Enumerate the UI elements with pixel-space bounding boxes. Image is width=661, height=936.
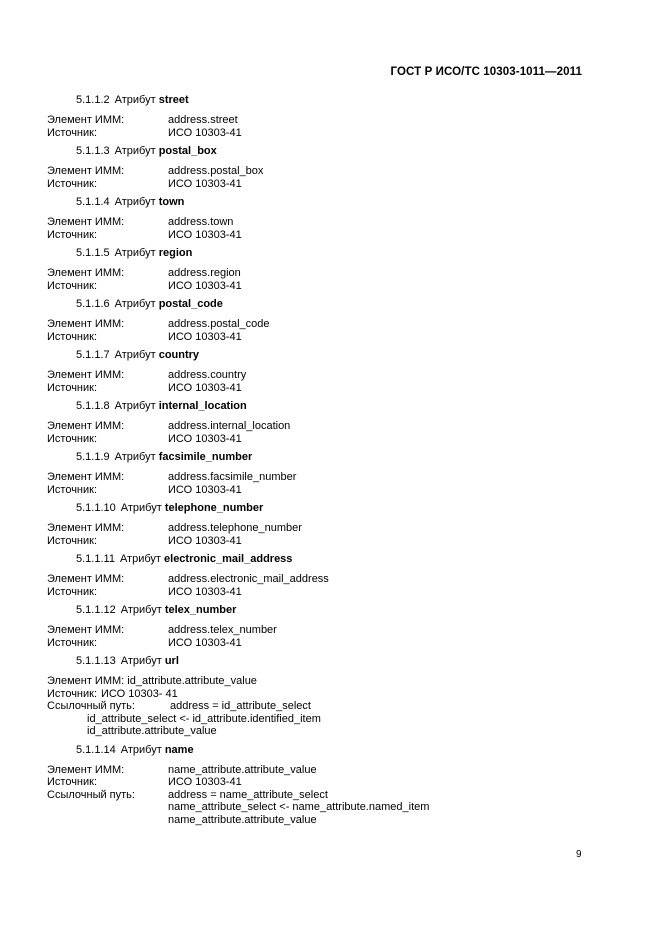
element-value: address.facsimile_number [168, 471, 297, 483]
attribute-word: Атрибут [114, 145, 156, 157]
source-value: ИСО 10303-41 [168, 381, 242, 394]
element-label: Элемент ИММ: [47, 471, 125, 483]
source-value: ИСО 10303-41 [168, 776, 242, 788]
source-label: Источник: [47, 330, 98, 343]
source-value: ИСО 10303-41 [168, 585, 242, 598]
section-title [47, 196, 607, 208]
element-value: address.postal_code [168, 318, 270, 330]
source-label: Источник: [47, 381, 98, 394]
attribute-word: Атрибут [114, 349, 156, 361]
section-title [47, 247, 607, 259]
element-label: Элемент ИММ: [47, 573, 125, 585]
source-value: ИСО 10303-41 [168, 126, 242, 139]
source-label: Источник: [47, 126, 98, 139]
attribute-section-postal-code [47, 298, 607, 349]
ref-path-line: address = name_attribute_select [168, 788, 328, 801]
source-label: Источник: [47, 483, 98, 496]
attribute-name: street [158, 94, 189, 106]
ref-path-line: id_attribute.attribute_value [87, 725, 217, 737]
source-label: Источник: [47, 279, 98, 292]
section-title [47, 94, 607, 106]
attribute-section-electronic-mail-address [47, 553, 607, 604]
attribute-word: Атрибут [114, 298, 156, 310]
attribute-word: Атрибут [114, 400, 156, 412]
ref-path-label: Ссылочный путь: [47, 700, 135, 712]
attribute-section-street [47, 94, 607, 145]
attribute-section-country [47, 349, 607, 400]
attribute-name: facsimile_number [158, 451, 253, 463]
section-number: 5.1.1.8 [76, 400, 110, 412]
element-label: Элемент ИММ: [47, 522, 125, 534]
element-label: Элемент ИММ: [47, 624, 125, 636]
attribute-section-region [47, 247, 607, 298]
source-label: Источник: [47, 687, 98, 700]
source-label: Источник: [47, 776, 98, 788]
section-title [47, 145, 607, 157]
section-title [47, 604, 607, 616]
attribute-name: url [164, 655, 179, 667]
section-number: 5.1.1.3 [76, 145, 110, 157]
element-value: address.telephone_number [168, 522, 302, 534]
element-value: address.telex_number [168, 624, 277, 636]
source-label: Источник: [47, 585, 98, 598]
element-label: Элемент ИММ: [47, 420, 125, 432]
attribute-name: telephone_number [164, 502, 264, 514]
element-value: address.town [168, 216, 234, 228]
section-number: 5.1.1.5 [76, 247, 110, 259]
section-title [47, 744, 607, 756]
attribute-section-town [47, 196, 607, 247]
source-value: ИСО 10303- 41 [101, 687, 178, 700]
section-number: 5.1.1.6 [76, 298, 110, 310]
ref-path-line: id_attribute_select <- id_attribute.identified_item [87, 712, 321, 725]
attribute-word: Атрибут [114, 94, 156, 106]
source-value: ИСО 10303-41 [168, 636, 242, 649]
attribute-section-telex-number [47, 604, 607, 655]
document-body [47, 94, 607, 826]
attribute-word: Атрибут [114, 247, 156, 259]
section-title [47, 400, 607, 412]
attribute-section-telephone-number [47, 502, 607, 553]
source-value: ИСО 10303-41 [168, 330, 242, 343]
attribute-word: Атрибут [120, 604, 162, 616]
attribute-name: region [158, 247, 193, 259]
attribute-name: postal_box [158, 145, 217, 157]
source-label: Источник: [47, 636, 98, 649]
attribute-name: electronic_mail_address [164, 553, 293, 565]
attribute-name: country [158, 349, 200, 361]
attribute-word: Атрибут [120, 502, 162, 514]
attribute-word: Атрибут [114, 451, 156, 463]
attribute-sections [47, 94, 607, 655]
document-header: ГОСТ Р ИСО/ТС 10303-1011—2011 [390, 66, 582, 78]
section-title [47, 655, 607, 667]
attribute-word: Атрибут [119, 553, 161, 565]
element-label: Элемент ИММ: [47, 114, 125, 126]
section-number: 5.1.1.7 [76, 349, 110, 361]
element-value: address.electronic_mail_address [168, 573, 329, 585]
element-value: address.internal_location [168, 420, 291, 432]
source-value: ИСО 10303-41 [168, 177, 242, 190]
attribute-section-url [47, 655, 607, 744]
section-number: 5.1.1.11 [76, 553, 115, 565]
element-value: name_attribute.attribute_value [168, 763, 317, 776]
attribute-name: town [158, 196, 185, 208]
element-label: Элемент ИММ: [47, 216, 125, 228]
section-number: 5.1.1.10 [76, 502, 116, 514]
section-title [47, 298, 607, 310]
attribute-word: Атрибут [120, 655, 162, 667]
element-label: Элемент ИММ: [47, 165, 125, 177]
section-title [47, 553, 607, 565]
source-value: ИСО 10303-41 [168, 228, 242, 241]
source-label: Источник: [47, 228, 98, 241]
section-title [47, 502, 607, 514]
source-label: Источник: [47, 177, 98, 190]
section-number: 5.1.1.4 [76, 196, 110, 208]
ref-path-line: address = id_attribute_select [170, 700, 311, 712]
page-number: 9 [576, 849, 582, 860]
section-number: 5.1.1.9 [76, 451, 110, 463]
attribute-name: telex_number [164, 604, 237, 616]
element-label: Элемент ИММ: [47, 763, 125, 776]
attribute-name: internal_location [158, 400, 247, 412]
element-value: address.region [168, 267, 241, 279]
element-value: address.street [168, 114, 238, 126]
attribute-section-internal-location [47, 400, 607, 451]
element-label: Элемент ИММ: [47, 267, 125, 279]
attribute-section-postal-box [47, 145, 607, 196]
element-label: Элемент ИММ: [47, 318, 125, 330]
attribute-word: Атрибут [120, 743, 162, 756]
section-number: 5.1.1.2 [76, 94, 110, 106]
element-value: address.postal_box [168, 165, 264, 177]
section-number: 5.1.1.13 [76, 655, 116, 667]
section-number: 5.1.1.14 [76, 743, 116, 756]
ref-path-label: Ссылочный путь: [47, 788, 135, 801]
attribute-section-name [47, 744, 607, 827]
source-value: ИСО 10303-41 [168, 483, 242, 496]
ref-path-line: name_attribute_select <- name_attribute.named_item [168, 801, 430, 813]
source-value: ИСО 10303-41 [168, 534, 242, 547]
section-number: 5.1.1.12 [76, 604, 116, 616]
source-label: Источник: [47, 534, 98, 547]
element-value: id_attribute.attribute_value [127, 675, 257, 687]
section-title [47, 349, 607, 361]
attribute-name: postal_code [158, 298, 223, 310]
ref-path-line: name_attribute.attribute_value [168, 813, 317, 826]
source-label: Источник: [47, 432, 98, 445]
element-value: address.country [168, 369, 247, 381]
attribute-word: Атрибут [114, 196, 156, 208]
element-label: Элемент ИММ: [47, 675, 125, 687]
section-title [47, 451, 607, 463]
source-value: ИСО 10303-41 [168, 432, 242, 445]
attribute-section-facsimile-number [47, 451, 607, 502]
element-label: Элемент ИММ: [47, 369, 125, 381]
source-value: ИСО 10303-41 [168, 279, 242, 292]
attribute-name: name [164, 743, 194, 756]
